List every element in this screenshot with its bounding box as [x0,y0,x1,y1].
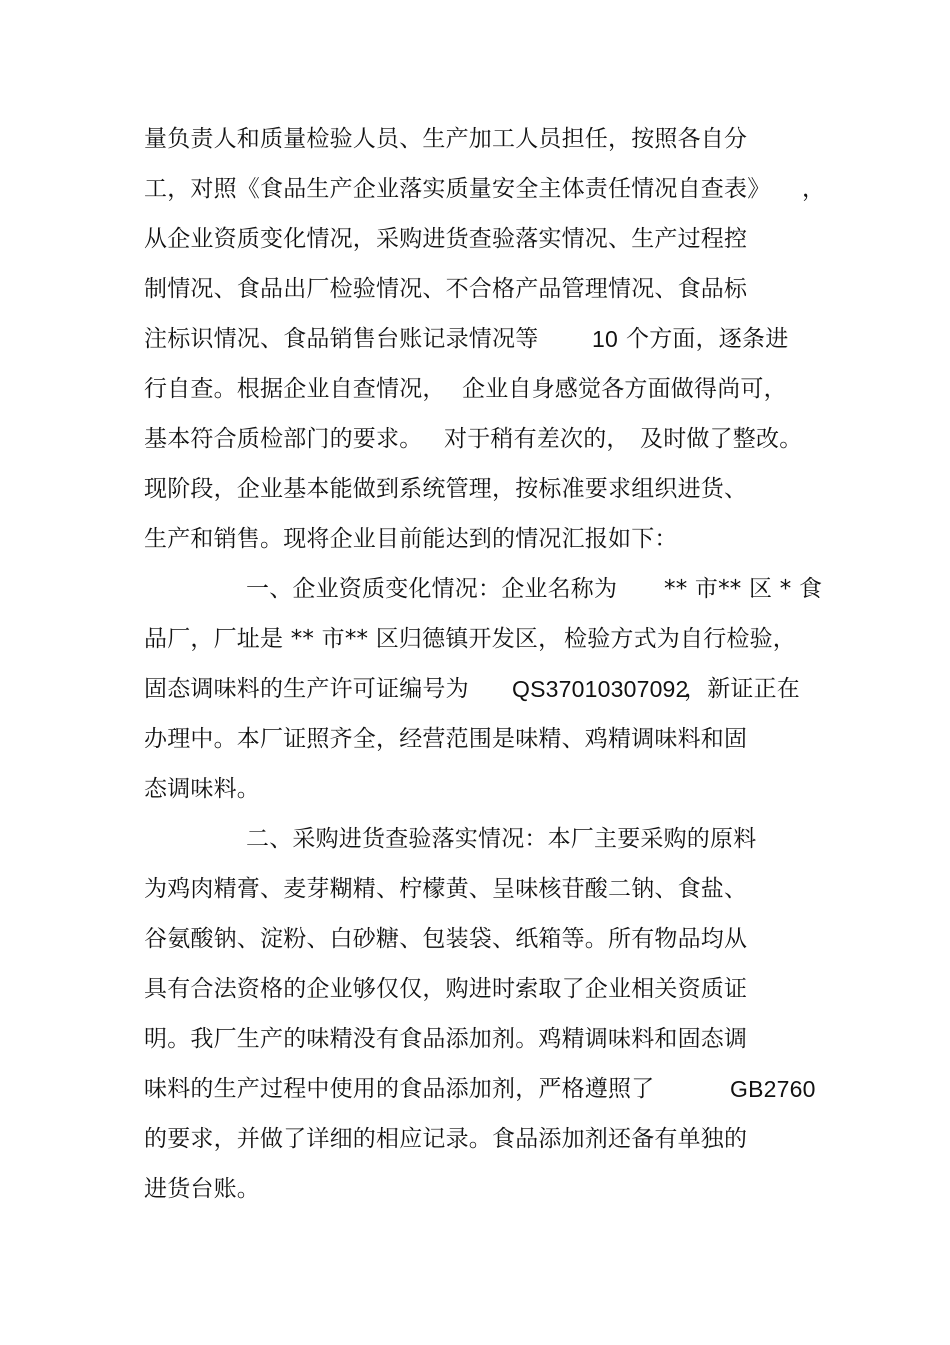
text-segment: 基本符合质检部门的要求。 [144,426,423,452]
text-segment: 对于稍有差次的， [444,426,630,452]
text-segment: 及时做了整改。 [640,426,803,452]
text-segment: 行自查。根据企业自查情况， [144,376,446,402]
text-segment: 具有合法资格的企业够仅仅，购进时索取了企业相关资质证 [144,976,748,1002]
text-segment: 工，对照《食品生产企业落实质量安全主体责任情况自查表》 [144,176,771,202]
text-segment: 二、采购进货查验落实情况：本厂主要采购的原料 [246,826,757,852]
text-segment: 现阶段，企业基本能做到系统管理，按标准要求组织进货、 [144,476,748,502]
text-segment: 检验方式为自行检验， [564,626,796,652]
text-segment: 明。我厂生产的味精没有食品添加剂。鸡精调味料和固态调 [144,1026,748,1052]
text-segment: 从企业资质变化情况，采购进货查验落实情况、生产过程控 [144,226,748,252]
text-segment: 谷氨酸钠、淀粉、白砂糖、包装袋、纸箱等。所有物品均从 [144,926,748,952]
text-segment: QS37010307092 [512,676,689,702]
text-segment: 品厂，厂址是 ** 市** 区归德镇开发区， [144,626,562,652]
text-segment: 态调味料。 [144,776,260,802]
text-segment: ** 市** 区 * 食 [664,576,823,602]
text-segment: 生产和销售。现将企业目前能达到的情况汇报如下： [144,526,678,552]
text-segment: 个方面，逐条进 [626,326,789,352]
text-segment: 企业自身感觉各方面做得尚可， [462,376,787,402]
text-segment: ， [802,176,826,202]
text-segment: ，新证正在 [684,676,800,702]
text-segment: 进货台账。 [144,1176,260,1202]
text-segment: 固态调味料的生产许可证编号为 [144,676,469,702]
text-segment: 制情况、食品出厂检验情况、不合格产品管理情况、食品标 [144,276,748,302]
text-segment: GB2760 [730,1076,816,1102]
text-segment: 10 [592,326,618,352]
text-segment: 味料的生产过程中使用的食品添加剂，严格遵照了 [144,1076,655,1102]
text-segment: 一、企业资质变化情况：企业名称为 [246,576,618,602]
text-segment: 为鸡肉精膏、麦芽糊精、柠檬黄、呈味核苷酸二钠、食盐、 [144,876,748,902]
text-segment: 的要求，并做了详细的相应记录。食品添加剂还备有单独的 [144,1126,748,1152]
text-segment: 注标识情况、食品销售台账记录情况等 [144,326,539,352]
text-segment: 办理中。本厂证照齐全，经营范围是味精、鸡精调味料和固 [144,726,748,752]
text-segment: 量负责人和质量检验人员、生产加工人员担任，按照各自分 [144,126,748,152]
